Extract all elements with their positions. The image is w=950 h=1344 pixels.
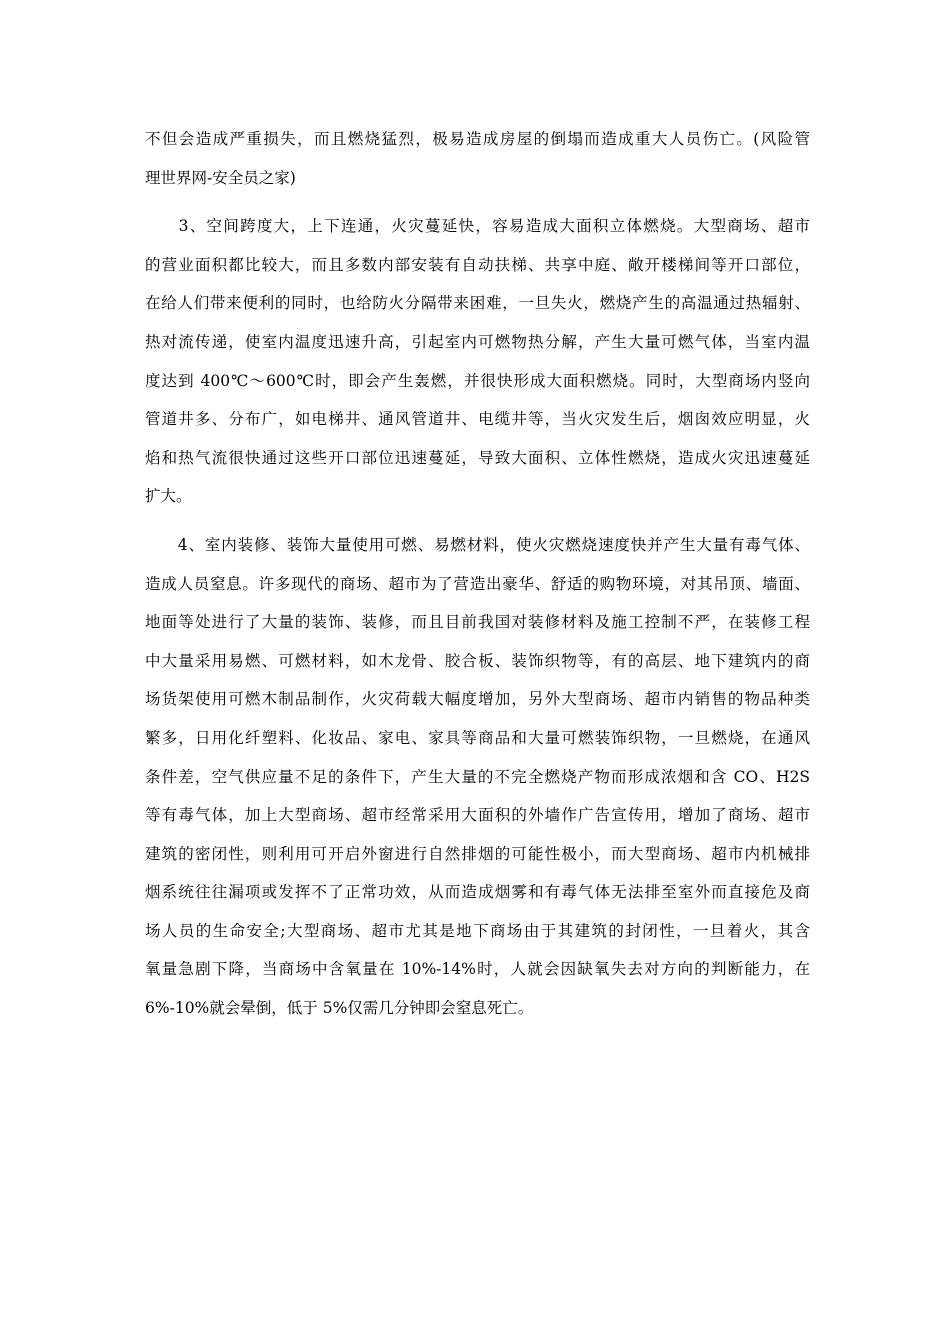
text-line: 管道井多、分布广，如电梯井、通风管道井、电缆井等，当火灾发生后，烟囱效应明显，火 — [145, 410, 810, 429]
document-body — [145, 120, 810, 1028]
text-line: 在给人们带来便利的同时，也给防火分隔带来困难，一旦失火，燃烧产生的高温通过热辐射、 — [145, 294, 810, 313]
text-line: 建筑的密闭性，则利用可开启外窗进行自然排烟的可能性极小，而大型商场、超市内机械排 — [145, 844, 810, 863]
text-line: 的营业面积都比较大，而且多数内部安装有自动扶梯、共享中庭、敞开楼梯间等开口部位， — [145, 255, 810, 274]
text-line: 场货架使用可燃木制品制作，火灾荷载大幅度增加，另外大型商场、超市内销售的物品种类 — [145, 690, 810, 709]
text-line: 4、室内装修、装饰大量使用可燃、易燃材料，使火灾燃烧速度快并产生大量有毒气体、 — [145, 535, 810, 554]
text-line: 度达到 400℃～600℃时，即会产生轰燃，并很快形成大面积燃烧。同时，大型商场内竖向 — [145, 371, 810, 390]
text-line: 场人员的生命安全;大型商场、超市尤其是地下商场由于其建筑的封闭性，一旦着火，其含 — [145, 921, 810, 940]
text-line: 不但会造成严重损失，而且燃烧猛烈，极易造成房屋的倒塌而造成重大人员伤亡。(风险管 — [145, 130, 810, 148]
text-line: 烟系统往往漏项或发挥不了正常功效，从而造成烟雾和有毒气体无法排至室外而直接危及商 — [145, 883, 810, 902]
paragraph-1 — [145, 120, 810, 197]
paragraph-3 — [145, 526, 810, 1028]
text-line: 繁多，日用化纤塑料、化妆品、家电、家具等商品和大量可燃装饰织物，一旦燃烧，在通风 — [145, 728, 810, 747]
text-line: 等有毒气体，加上大型商场、超市经常采用大面积的外墙作广告宣传用，增加了商场、超市 — [145, 806, 810, 825]
text-line: 地面等处进行了大量的装饰、装修，而且目前我国对装修材料及施工控制不严，在装修工程 — [145, 613, 810, 632]
text-line: 氧量急剧下降，当商场中含氧量在 10%-14%时，人就会因缺氧失去对方向的判断能力，在 — [145, 960, 810, 979]
paragraph-2 — [145, 207, 810, 516]
text-line: 焰和热气流很快通过这些开口部位迅速蔓延，导致大面积、立体性燃烧，造成火灾迅速蔓延 — [145, 448, 810, 467]
text-line: 条件差，空气供应量不足的条件下，产生大量的不完全燃烧产物而形成浓烟和含 CO、H2S — [145, 767, 810, 786]
text-line: 3、空间跨度大，上下连通，火灾蔓延快，容易造成大面积立体燃烧。大型商场、超市 — [145, 217, 810, 236]
text-line: 中大量采用易燃、可燃材料，如木龙骨、胶合板、装饰织物等，有的高层、地下建筑内的商 — [145, 651, 810, 670]
text-line: 造成人员窒息。许多现代的商场、超市为了营造出豪华、舒适的购物环境，对其吊顶、墙面、 — [145, 574, 810, 593]
text-line: 6%-10%就会晕倒，低于 5%仅需几分钟即会窒息死亡。 — [145, 999, 534, 1018]
text-line: 扩大。 — [145, 487, 192, 506]
text-line: 热对流传递，使室内温度迅速升高，引起室内可燃物热分解，产生大量可燃气体，当室内温 — [145, 332, 810, 351]
text-line: 理世界网-安全员之家) — [145, 168, 296, 187]
